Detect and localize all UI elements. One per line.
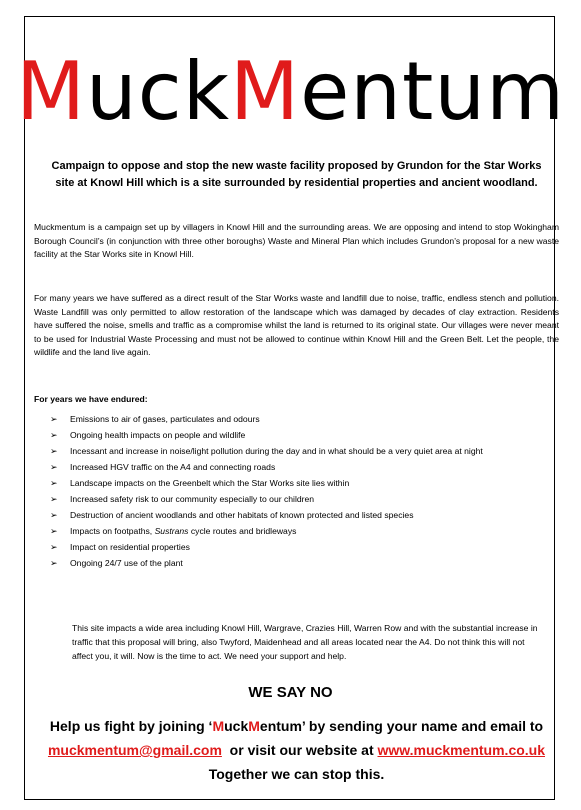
list-item: ➢ Ongoing health impacts on people and wildlife: [50, 428, 550, 442]
list-item: ➢ Emissions to air of gases, particulates and odours: [50, 412, 550, 426]
list-item: ➢ Ongoing 24/7 use of the plant: [50, 556, 550, 570]
website-link[interactable]: www.muckmentum.co.uk: [377, 742, 546, 758]
endured-heading: For years we have endured:: [34, 394, 148, 404]
logo-letter-m1: M: [16, 45, 87, 138]
we-say-no-heading: WE SAY NO: [248, 684, 333, 701]
list-item: ➢ Impact on residential properties: [50, 540, 550, 554]
arrow-bullet-icon: ➢: [50, 510, 58, 520]
list-item: ➢ Impacts on footpaths, Sustrans cycle routes and bridleways: [50, 524, 550, 538]
logo-text-uck: uck: [86, 45, 231, 138]
muckmentum-logo: [0, 42, 581, 142]
list-item: ➢ Incessant and increase in noise/light pollution during the day and in what should be a very quiet area at night: [50, 444, 550, 458]
intro-heading: Campaign to oppose and stop the new waste facility proposed by Grundon for the Star Works site at Knowl Hill which is a site surrounded by residential properties and ancient woodland.: [51, 160, 542, 189]
paragraph-impact: This site impacts a wide area including Knowl Hill, Wargrave, Crazies Hill, Warren Row and with the substantial increase in traffic that this proposal will bring, also Twyford, Maidenhead and all areas located near the A4. Do not think this will not affect you, it will. Now is the time to act. We need your support and help.: [72, 622, 538, 661]
arrow-bullet-icon: ➢: [50, 414, 58, 424]
paragraph-about: Muckmentum is a campaign set up by villagers in Knowl Hill and the surrounding areas. We are opposing and intend to stop Wokingham Borough Council’s (in conjunction with three other boroughs) Waste and Mineral Plan which includes Grundon’s proposal for a new waste facility at the Star Works site in Knowl Hill.: [34, 222, 559, 259]
arrow-bullet-icon: ➢: [50, 558, 58, 568]
arrow-bullet-icon: ➢: [50, 462, 58, 472]
endured-list: [50, 412, 550, 572]
arrow-bullet-icon: ➢: [50, 446, 58, 456]
logo-letter-m2: M: [230, 45, 301, 138]
arrow-bullet-icon: ➢: [50, 478, 58, 488]
call-to-action: Help us fight by joining ‘MuckMentum’ by sending your name and email to muckmentum@gmail.com or visit our website at www.muckmentum.co.uk Together we can stop this.: [47, 718, 546, 782]
arrow-bullet-icon: ➢: [50, 430, 58, 440]
paragraph-history: For many years we have suffered as a direct result of the Star Works waste and landfill due to noise, traffic, endless stench and pollution. Waste Landfill was only permitted to allow restoration of the landscape which was damaged by decades of clay extraction. Residents have suffered the noise, smells and traffic as a compromise whilst the land is returned to its original state. Our villages were never meant to be used for Industrial Waste Processing and must not be allowed to continue within Knowl Hill and the Green Belt. Let the people, the wildlife and the land live again.: [34, 293, 559, 357]
list-item: ➢ Increased safety risk to our community especially to our children: [50, 492, 550, 506]
list-item: ➢ Landscape impacts on the Greenbelt which the Star Works site lies within: [50, 476, 550, 490]
arrow-bullet-icon: ➢: [50, 542, 58, 552]
email-link[interactable]: muckmentum@gmail.com: [47, 742, 222, 758]
logo-text-entum: entum: [300, 45, 565, 138]
list-item: ➢ Destruction of ancient woodlands and other habitats of known protected and listed species: [50, 508, 550, 522]
list-item: ➢ Increased HGV traffic on the A4 and connecting roads: [50, 460, 550, 474]
arrow-bullet-icon: ➢: [50, 526, 58, 536]
arrow-bullet-icon: ➢: [50, 494, 58, 504]
